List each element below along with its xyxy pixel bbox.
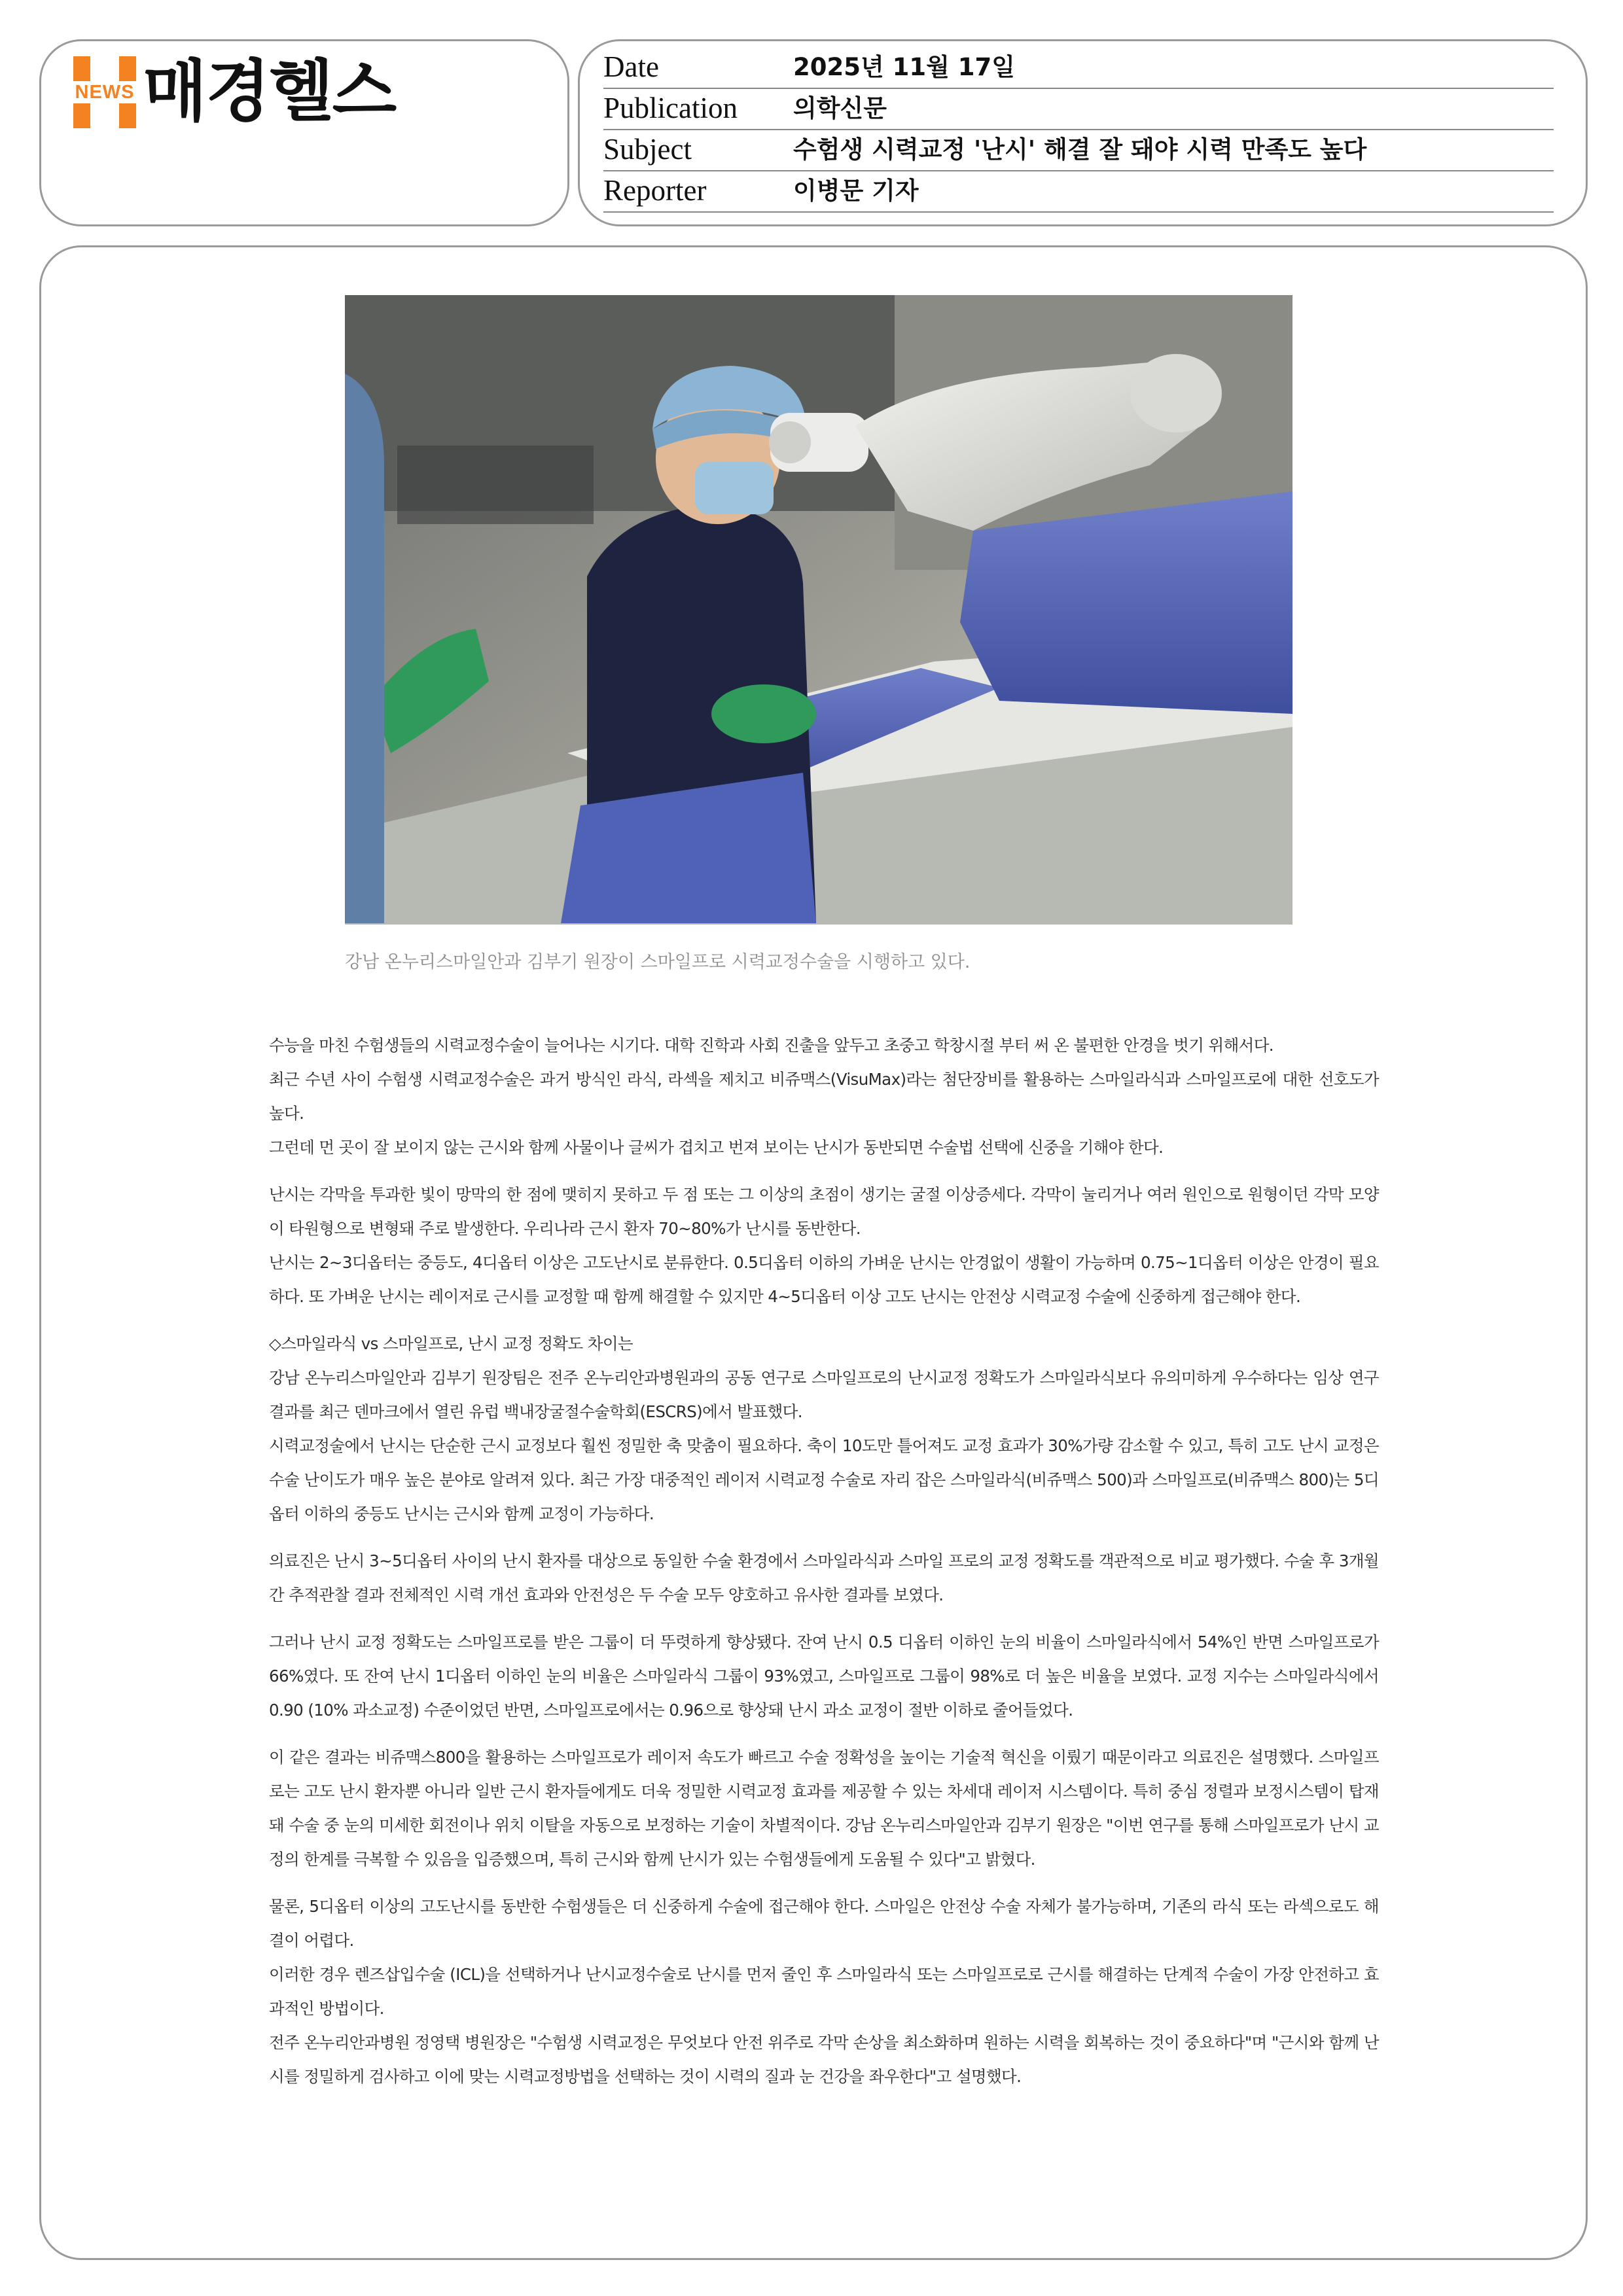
article-line: 이 같은 결과는 비쥬맥스800을 활용하는 스마일프로가 레이저 속도가 빠르고 수술 정확성을 높이는 기술적 혁신을 이뤘기 때문이라고 의료진은 설명했다. 스마일프로는 고도 난시 환자뿐 아니라 일반 근시 환자들에게도 더욱 정밀한 시력교정 효과를 제공할 수 있는 차세대 레이저 시스템이다. 특히 중심 정렬과 보정시스템이 탑재돼 수술 중 눈의 미세한 회전이나 위치 이탈을 자동으로 보정하는 기술이 차별적이다. 강남 온누리스마일안과 김부기 원장은 "이번 연구를 통해 스마일프로가 난시 교정의 한계를 극복할 수 있음을 입증했으며, 특히 근시와 함께 난시가 있는 수험생들에게 도움될 수 있다"고 밝혔다. xyxy=(269,1748,1379,1869)
article-paragraph xyxy=(269,1740,1379,1877)
article-line: 시력교정술에서 난시는 단순한 근시 교정보다 훨씬 정밀한 축 맞춤이 필요하다. 축이 10도만 틀어져도 교정 효과가 30%가량 감소할 수 있고, 특히 고도 난시 교정은 수술 난이도가 매우 높은 분야로 알려져 있다. 최근 가장 대중적인 레이저 시력교정 수술로 자리 잡은 스마일라식(비쥬맥스 500)과 스마일프로(비쥬맥스 800)는 5디옵터 이하의 중등도 난시는 근시와 함께 교정이 가능하다. xyxy=(269,1436,1379,1523)
meta-value-date: 2025년 11월 17일 xyxy=(793,53,1015,81)
logo-wordmark: 매경헬스 xyxy=(143,53,396,131)
meta-label: Subject xyxy=(603,133,692,166)
meta-row-publication xyxy=(603,88,1554,130)
meta-row-reporter xyxy=(603,171,1554,213)
article-paragraph xyxy=(269,1625,1379,1727)
article-line: 물론, 5디옵터 이상의 고도난시를 동반한 수험생들은 더 신중하게 수술에 접근해야 한다. 스마일은 안전상 수술 자체가 불가능하며, 기존의 라식 또는 라섹으로도 해결이 어렵다. xyxy=(269,1897,1379,1950)
meta-row-date xyxy=(603,47,1554,89)
article-body xyxy=(269,1029,1379,2107)
meta-label: Date xyxy=(603,50,659,83)
article-line: 난시는 2~3디옵터는 중등도, 4디옵터 이상은 고도난시로 분류한다. 0.5디옵터 이하의 가벼운 난시는 안경없이 생활이 가능하며 0.75~1디옵터 이상은 안경이 필요하다. 또 가벼운 난시는 레이저로 근시를 교정할 때 함께 해결할 수 있지만 4~5디옵터 이상 고도 난시는 안전상 시력교정 수술에 신중하게 접근해야 한다. xyxy=(269,1253,1379,1306)
article-line: 이러한 경우 렌즈삽입수술 (ICL)을 선택하거나 난시교정수술로 난시를 먼저 줄인 후 스마일라식 또는 스마일프로로 근시를 해결하는 단계적 수술이 가장 안전하고 효과적인 방법이다. xyxy=(269,1965,1379,2018)
article-paragraph xyxy=(269,1029,1379,1165)
article-line: 강남 온누리스마일안과 김부기 원장팀은 전주 온누리안과병원과의 공동 연구로 스마일프로의 난시교정 정확도가 스마일라식보다 유의미하게 우수하다는 임상 연구결과를 최근 덴마크에서 열린 유럽 백내장굴절수술학회(ESCRS)에서 발표했다. xyxy=(269,1368,1379,1421)
article-photo xyxy=(345,295,1293,925)
surgery-photo-illustration xyxy=(345,295,1293,925)
article-paragraph xyxy=(269,1178,1379,1314)
article-paragraph xyxy=(269,1327,1379,1531)
article-line: 의료진은 난시 3~5디옵터 사이의 난시 환자를 대상으로 동일한 수술 환경에서 스마일라식과 스마일 프로의 교정 정확도를 객관적으로 비교 평가했다. 수술 후 3개월 간 추적관찰 결과 전체적인 시력 개선 효과와 안전성은 두 수술 모두 양호하고 유사한 결과를 보였다. xyxy=(269,1551,1379,1604)
meta-label: Publication xyxy=(603,92,738,124)
publisher-logo xyxy=(73,54,395,131)
article-paragraph xyxy=(269,1890,1379,2094)
article-line: 최근 수년 사이 수험생 시력교정수술은 과거 방식인 라식, 라섹을 제치고 비쥬맥스(VisuMax)라는 첨단장비를 활용하는 스마일라식과 스마일프로에 대한 선호도가 높다. xyxy=(269,1070,1379,1123)
logo-news-badge: NEWS xyxy=(73,81,136,103)
article-line: 전주 온누리안과병원 정영택 병원장은 "수험생 시력교정은 무엇보다 안전 위주로 각막 손상을 최소화하며 원하는 시력을 회복하는 것이 중요하다"며 "근시와 함께 난시를 정밀하게 검사하고 이에 맞는 시력교정방법을 선택하는 것이 시력의 질과 눈 건강을 좌우한다"고 설명했다. xyxy=(269,2033,1379,2086)
meta-label: Reporter xyxy=(603,174,707,207)
article-line: 수능을 마친 수험생들의 시력교정수술이 늘어나는 시기다. 대학 진학과 사회 진출을 앞두고 초중고 학창시절 부터 써 온 불편한 안경을 벗기 위해서다. xyxy=(269,1036,1274,1055)
article-paragraph xyxy=(269,1544,1379,1612)
article-line: 난시는 각막을 투과한 빛이 망막의 한 점에 맺히지 못하고 두 점 또는 그 이상의 초점이 생기는 굴절 이상증세다. 각막이 눌리거나 여러 원인으로 원형이던 각막 모양이 타원형으로 변형돼 주로 발생한다. 우리나라 근시 환자 70~80%가 난시를 동반한다. xyxy=(269,1185,1379,1238)
article-line: 그런데 먼 곳이 잘 보이지 않는 근시와 함께 사물이나 글씨가 겹치고 번져 보이는 난시가 동반되면 수술법 선택에 신중을 기해야 한다. xyxy=(269,1138,1164,1157)
meta-value-reporter: 이병문 기자 xyxy=(793,177,919,205)
photo-caption: 강남 온누리스마일안과 김부기 원장이 스마일프로 시력교정수술을 시행하고 있다. xyxy=(345,952,971,972)
meta-value-publication: 의학신문 xyxy=(793,94,887,122)
meta-row-subject xyxy=(603,130,1554,171)
article-line: 그러나 난시 교정 정확도는 스마일프로를 받은 그룹이 더 뚜렷하게 향상됐다. 잔여 난시 0.5 디옵터 이하인 눈의 비율이 스마일라식에서 54%인 반면 스마일프로가 66%였다. 또 잔여 난시 1디옵터 이하인 눈의 비율은 스마일라식 그룹이 93%였고, 스마일프로 그룹이 98%로 더 높은 비율을 보였다. 교정 지수는 스마일라식에서 0.90 (10% 과소교정) 수준이었던 반면, 스마일프로에서는 0.96으로 향상돼 난시 과소 교정이 절반 이하로 줄어들었다. xyxy=(269,1633,1379,1720)
article-line: ◇스마일라식 vs 스마일프로, 난시 교정 정확도 차이는 xyxy=(269,1334,633,1353)
h-news-icon xyxy=(73,56,136,128)
meta-value-subject: 수험생 시력교정 '난시' 해결 잘 돼야 시력 만족도 높다 xyxy=(793,135,1367,164)
